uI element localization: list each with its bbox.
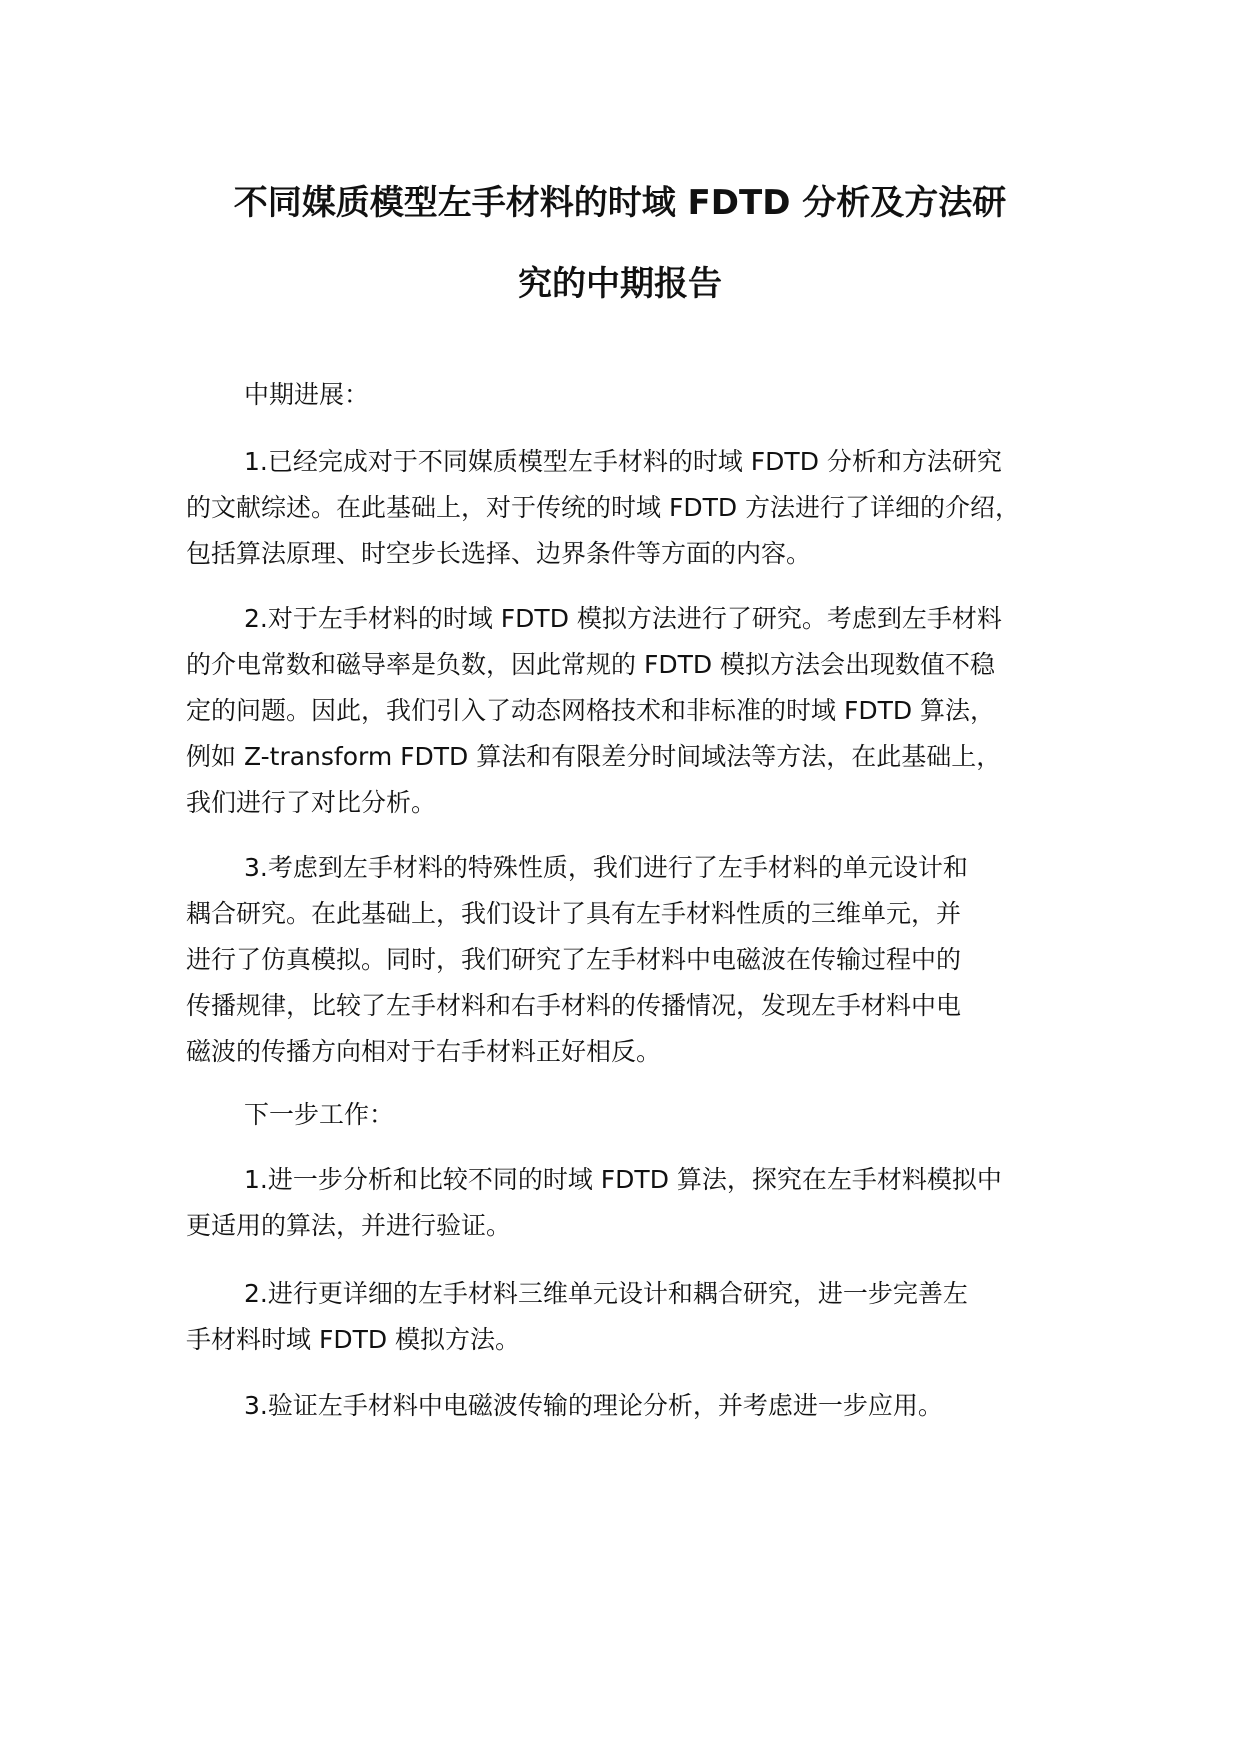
paragraph-line: 更适用的算法，并进行验证。 [186, 1211, 512, 1240]
next-steps-paragraph-2 [186, 1271, 1066, 1363]
progress-heading-text: 中期进展： [244, 380, 370, 409]
paragraph-line: 包括算法原理、时空步长选择、边界条件等方面的内容。 [186, 539, 812, 568]
paragraph-line: 手材料时域 FDTD 模拟方法。 [186, 1325, 521, 1354]
paragraph-line: 的文献综述。在此基础上，对于传统的时域 FDTD 方法进行了详细的介绍， [186, 493, 1021, 522]
paragraph-line: 3.验证左手材料中电磁波传输的理论分析，并考虑进一步应用。 [244, 1391, 943, 1420]
paragraph-line: 传播规律，比较了左手材料和右手材料的传播情况，发现左手材料中电 [186, 991, 962, 1020]
progress-paragraph-1 [186, 439, 1066, 577]
document-title-line-1: 不同媒质模型左手材料的时域 FDTD 分析及方法研 [233, 183, 1007, 223]
paragraph-line: 例如 Z-transform FDTD 算法和有限差分时间域法等方法，在此基础上， [186, 742, 1002, 771]
paragraph-line: 我们进行了对比分析。 [186, 788, 437, 817]
paragraph-line: 磁波的传播方向相对于右手材料正好相反。 [186, 1037, 662, 1066]
document-title-line-2: 究的中期报告 [518, 264, 722, 304]
next-steps-heading-text: 下一步工作： [244, 1100, 395, 1129]
paragraph-line: 1.已经完成对于不同媒质模型左手材料的时域 FDTD 分析和方法研究 [244, 447, 1002, 476]
paragraph-line: 3.考虑到左手材料的特殊性质，我们进行了左手材料的单元设计和 [244, 853, 968, 882]
paragraph-line: 1.进一步分析和比较不同的时域 FDTD 算法，探究在左手材料模拟中 [244, 1165, 1002, 1194]
progress-paragraph-3 [186, 845, 1066, 1075]
paragraph-line: 的介电常数和磁导率是负数，因此常规的 FDTD 模拟方法会出现数值不稳 [186, 650, 996, 679]
next-steps-heading [186, 1092, 1066, 1138]
paragraph-line: 2.进行更详细的左手材料三维单元设计和耦合研究，进一步完善左 [244, 1279, 968, 1308]
paragraph-line: 定的问题。因此，我们引入了动态网格技术和非标准的时域 FDTD 算法， [186, 696, 996, 725]
progress-paragraph-2 [186, 596, 1066, 826]
paragraph-line: 进行了仿真模拟。同时，我们研究了左手材料中电磁波在传输过程中的 [186, 945, 962, 974]
paragraph-line: 耦合研究。在此基础上，我们设计了具有左手材料性质的三维单元，并 [186, 899, 962, 928]
progress-heading [186, 372, 1066, 418]
paragraph-line: 2.对于左手材料的时域 FDTD 模拟方法进行了研究。考虑到左手材料 [244, 604, 1002, 633]
next-steps-paragraph-1 [186, 1157, 1066, 1249]
next-steps-paragraph-3 [186, 1383, 1066, 1429]
